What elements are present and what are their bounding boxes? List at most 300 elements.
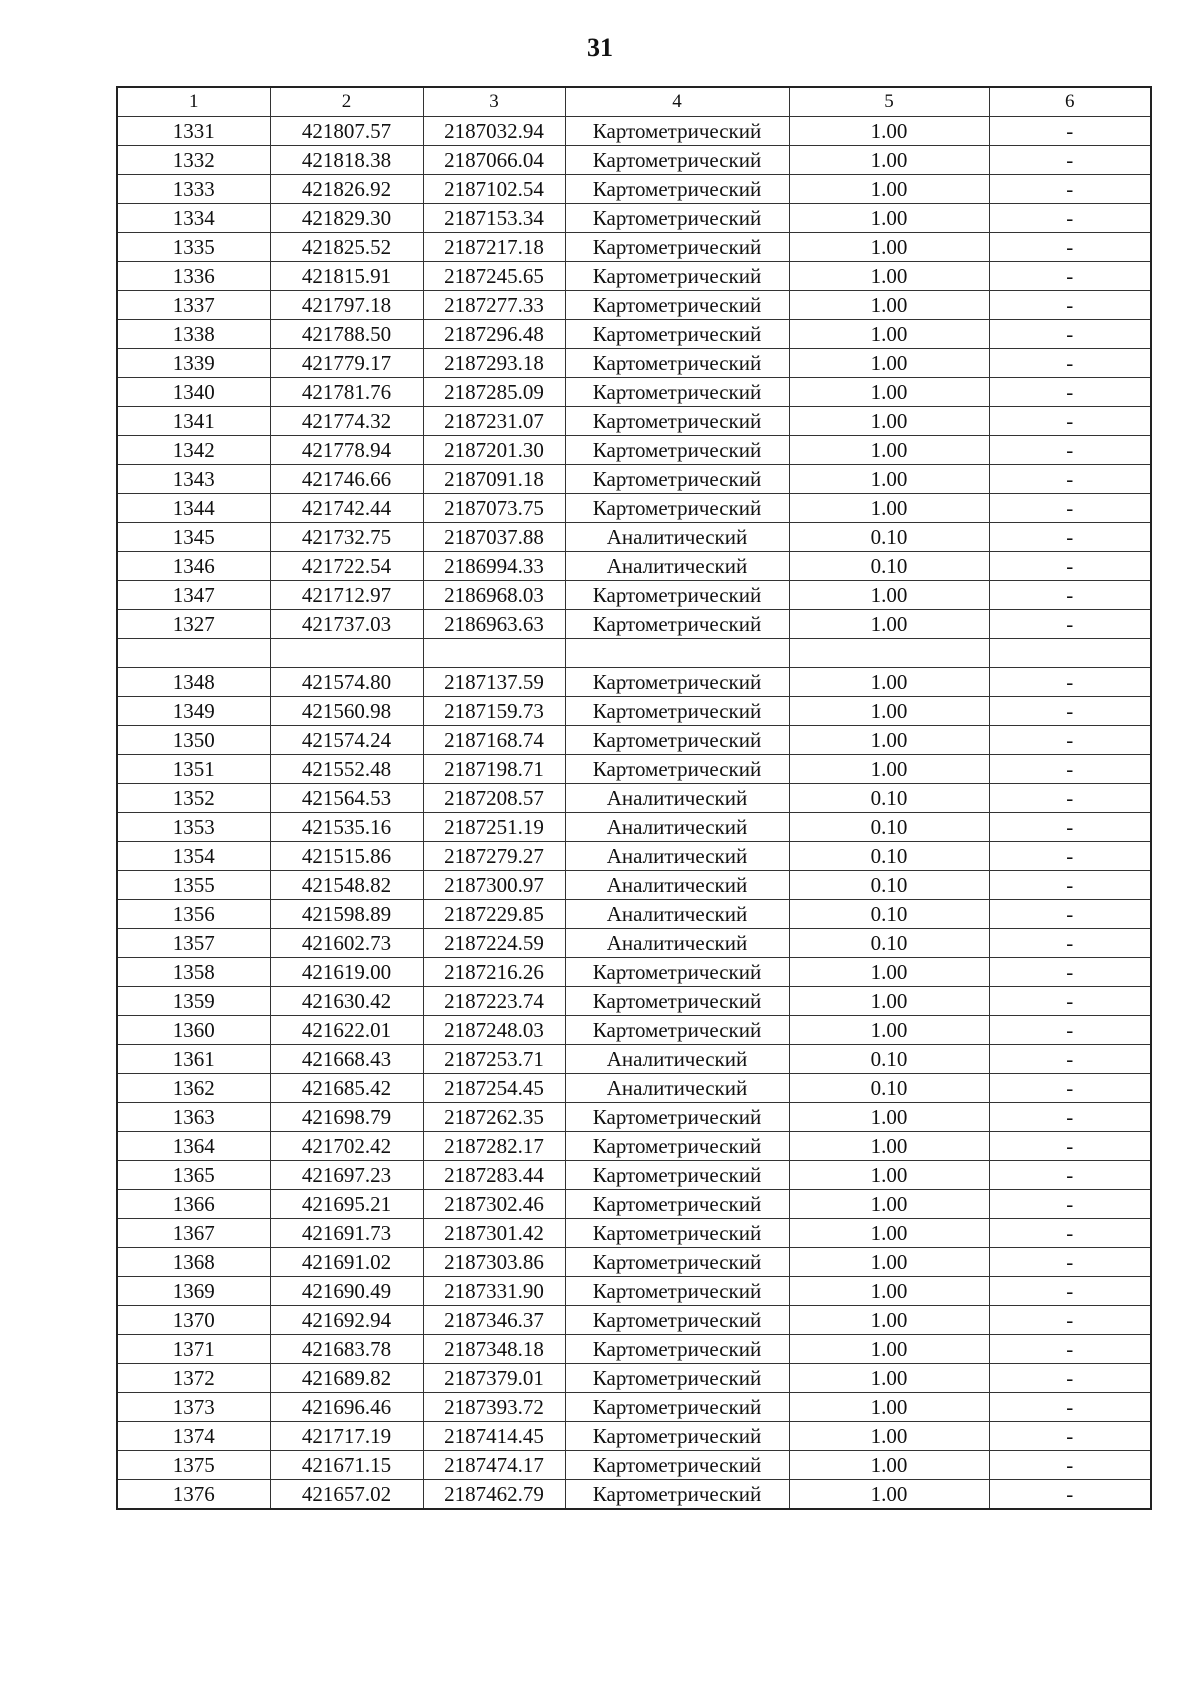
- cell-note: -: [989, 1451, 1151, 1480]
- table-row: [117, 233, 1151, 262]
- table-row: [117, 1277, 1151, 1306]
- cell-note: -: [989, 1364, 1151, 1393]
- cell-note: -: [989, 1190, 1151, 1219]
- cell-accuracy: 1.00: [789, 494, 989, 523]
- cell-accuracy: 0.10: [789, 784, 989, 813]
- cell-method: Картометрический: [565, 755, 789, 784]
- table-row: [117, 1016, 1151, 1045]
- cell-accuracy: 0.10: [789, 871, 989, 900]
- cell-note: -: [989, 552, 1151, 581]
- cell-point-number: 1357: [117, 929, 270, 958]
- cell-note: -: [989, 523, 1151, 552]
- cell-coord-x: 421746.66: [270, 465, 423, 494]
- table-row: [117, 1422, 1151, 1451]
- cell-coord-x: 421619.00: [270, 958, 423, 987]
- table-row: [117, 784, 1151, 813]
- cell-note: -: [989, 1161, 1151, 1190]
- cell-accuracy: 1.00: [789, 1422, 989, 1451]
- cell-point-number: 1348: [117, 668, 270, 697]
- cell-note: -: [989, 494, 1151, 523]
- table-row: [117, 262, 1151, 291]
- cell-coord-x: 421696.46: [270, 1393, 423, 1422]
- cell-method: Картометрический: [565, 1277, 789, 1306]
- cell-accuracy: 0.10: [789, 929, 989, 958]
- cell-coord-y: 2187346.37: [423, 1306, 565, 1335]
- cell-point-number: 1372: [117, 1364, 270, 1393]
- cell-coord-x: 421690.49: [270, 1277, 423, 1306]
- cell-coord-y: 2187253.71: [423, 1045, 565, 1074]
- cell-accuracy: 1.00: [789, 117, 989, 146]
- cell-coord-x: 421695.21: [270, 1190, 423, 1219]
- cell-point-number: 1346: [117, 552, 270, 581]
- cell-coord-x: 421732.75: [270, 523, 423, 552]
- cell-coord-x: 421742.44: [270, 494, 423, 523]
- table-row: [117, 204, 1151, 233]
- cell-coord-y: 2187159.73: [423, 697, 565, 726]
- cell-coord-y: 2186963.63: [423, 610, 565, 639]
- table-row: [117, 1161, 1151, 1190]
- cell-point-number: 1376: [117, 1480, 270, 1510]
- cell-note: -: [989, 175, 1151, 204]
- cell-coord-x: 421779.17: [270, 349, 423, 378]
- cell-method: Аналитический: [565, 842, 789, 871]
- cell-coord-x: 421574.24: [270, 726, 423, 755]
- table-row: [117, 1306, 1151, 1335]
- cell-accuracy: 1.00: [789, 233, 989, 262]
- cell-method: Аналитический: [565, 523, 789, 552]
- cell-coord-x: 421722.54: [270, 552, 423, 581]
- cell-coord-x: 421622.01: [270, 1016, 423, 1045]
- cell-coord-x: [270, 639, 423, 668]
- cell-coord-x: 421829.30: [270, 204, 423, 233]
- table-row: [117, 523, 1151, 552]
- table-row: [117, 755, 1151, 784]
- cell-point-number: 1341: [117, 407, 270, 436]
- cell-accuracy: 1.00: [789, 1451, 989, 1480]
- cell-accuracy: 1.00: [789, 1393, 989, 1422]
- table-header: [117, 87, 1151, 117]
- cell-coord-y: 2187168.74: [423, 726, 565, 755]
- table-row: [117, 175, 1151, 204]
- cell-coord-x: 421691.73: [270, 1219, 423, 1248]
- cell-accuracy: 1.00: [789, 1335, 989, 1364]
- table-row: [117, 378, 1151, 407]
- cell-method: Картометрический: [565, 1422, 789, 1451]
- cell-method: Картометрический: [565, 1219, 789, 1248]
- cell-accuracy: 1.00: [789, 1277, 989, 1306]
- cell-coord-x: 421552.48: [270, 755, 423, 784]
- cell-note: -: [989, 1219, 1151, 1248]
- cell-coord-y: 2187262.35: [423, 1103, 565, 1132]
- cell-coord-x: 421602.73: [270, 929, 423, 958]
- cell-coord-x: 421826.92: [270, 175, 423, 204]
- cell-point-number: 1355: [117, 871, 270, 900]
- cell-point-number: 1336: [117, 262, 270, 291]
- cell-note: -: [989, 349, 1151, 378]
- cell-accuracy: 1.00: [789, 1219, 989, 1248]
- header-row: [117, 87, 1151, 117]
- cell-point-number: 1369: [117, 1277, 270, 1306]
- cell-point-number: 1352: [117, 784, 270, 813]
- page-number: 31: [587, 33, 613, 62]
- cell-coord-y: 2187331.90: [423, 1277, 565, 1306]
- cell-coord-y: 2187153.34: [423, 204, 565, 233]
- cell-note: -: [989, 465, 1151, 494]
- cell-point-number: 1360: [117, 1016, 270, 1045]
- cell-accuracy: 1.00: [789, 1306, 989, 1335]
- cell-point-number: 1359: [117, 987, 270, 1016]
- cell-coord-y: 2187201.30: [423, 436, 565, 465]
- cell-note: -: [989, 581, 1151, 610]
- cell-point-number: 1327: [117, 610, 270, 639]
- cell-accuracy: 0.10: [789, 523, 989, 552]
- cell-method: Картометрический: [565, 1335, 789, 1364]
- cell-method: Картометрический: [565, 1103, 789, 1132]
- cell-method: Картометрический: [565, 726, 789, 755]
- cell-coord-y: 2187302.46: [423, 1190, 565, 1219]
- cell-coord-y: 2187474.17: [423, 1451, 565, 1480]
- cell-point-number: 1331: [117, 117, 270, 146]
- cell-note: -: [989, 929, 1151, 958]
- cell-method: Картометрический: [565, 291, 789, 320]
- cell-point-number: 1349: [117, 697, 270, 726]
- cell-accuracy: 1.00: [789, 726, 989, 755]
- cell-method: Картометрический: [565, 610, 789, 639]
- cell-coord-x: 421815.91: [270, 262, 423, 291]
- cell-coord-y: 2187231.07: [423, 407, 565, 436]
- cell-point-number: 1351: [117, 755, 270, 784]
- cell-coord-y: 2187462.79: [423, 1480, 565, 1510]
- cell-coord-y: 2187224.59: [423, 929, 565, 958]
- cell-note: -: [989, 842, 1151, 871]
- table-row: [117, 1045, 1151, 1074]
- cell-note: -: [989, 1016, 1151, 1045]
- header-cell-6: 6: [989, 87, 1151, 117]
- cell-coord-y: 2187223.74: [423, 987, 565, 1016]
- header-cell-3: 3: [423, 87, 565, 117]
- cell-accuracy: 1.00: [789, 987, 989, 1016]
- cell-note: -: [989, 1393, 1151, 1422]
- cell-coord-y: 2186968.03: [423, 581, 565, 610]
- cell-point-number: 1371: [117, 1335, 270, 1364]
- cell-coord-x: 421697.23: [270, 1161, 423, 1190]
- cell-coord-y: 2186994.33: [423, 552, 565, 581]
- cell-accuracy: 1.00: [789, 378, 989, 407]
- cell-note: -: [989, 813, 1151, 842]
- cell-point-number: 1366: [117, 1190, 270, 1219]
- cell-coord-x: 421717.19: [270, 1422, 423, 1451]
- cell-coord-x: 421598.89: [270, 900, 423, 929]
- cell-coord-y: 2187301.42: [423, 1219, 565, 1248]
- table-row: [117, 1074, 1151, 1103]
- cell-accuracy: 1.00: [789, 291, 989, 320]
- cell-coord-x: 421702.42: [270, 1132, 423, 1161]
- table-row: [117, 407, 1151, 436]
- table-row: [117, 958, 1151, 987]
- header-cell-5: 5: [789, 87, 989, 117]
- cell-method: Картометрический: [565, 1248, 789, 1277]
- cell-coord-y: 2187091.18: [423, 465, 565, 494]
- cell-coord-x: 421683.78: [270, 1335, 423, 1364]
- cell-note: -: [989, 1103, 1151, 1132]
- table-row: [117, 842, 1151, 871]
- cell-coord-y: 2187251.19: [423, 813, 565, 842]
- cell-method: Картометрический: [565, 320, 789, 349]
- cell-coord-y: 2187379.01: [423, 1364, 565, 1393]
- cell-point-number: 1367: [117, 1219, 270, 1248]
- cell-method: Картометрический: [565, 1161, 789, 1190]
- cell-coord-y: 2187283.44: [423, 1161, 565, 1190]
- cell-method: Картометрический: [565, 958, 789, 987]
- cell-accuracy: 1.00: [789, 175, 989, 204]
- cell-coord-x: 421825.52: [270, 233, 423, 262]
- cell-coord-x: 421564.53: [270, 784, 423, 813]
- table-row: [117, 1480, 1151, 1510]
- cell-coord-y: 2187300.97: [423, 871, 565, 900]
- table-row: [117, 610, 1151, 639]
- cell-point-number: 1335: [117, 233, 270, 262]
- cell-point-number: 1353: [117, 813, 270, 842]
- cell-coord-y: 2187198.71: [423, 755, 565, 784]
- cell-coord-x: 421535.16: [270, 813, 423, 842]
- cell-note: -: [989, 871, 1151, 900]
- table-row: [117, 871, 1151, 900]
- header-cell-1: 1: [117, 87, 270, 117]
- cell-method: Аналитический: [565, 1074, 789, 1103]
- cell-coord-x: 421692.94: [270, 1306, 423, 1335]
- cell-accuracy: 1.00: [789, 1480, 989, 1510]
- cell-note: -: [989, 146, 1151, 175]
- cell-coord-y: 2187032.94: [423, 117, 565, 146]
- cell-accuracy: 1.00: [789, 407, 989, 436]
- cell-method: Аналитический: [565, 552, 789, 581]
- cell-method: Картометрический: [565, 1364, 789, 1393]
- cell-accuracy: 1.00: [789, 1016, 989, 1045]
- cell-note: -: [989, 262, 1151, 291]
- cell-note: -: [989, 900, 1151, 929]
- cell-coord-y: 2187245.65: [423, 262, 565, 291]
- table-row: [117, 320, 1151, 349]
- cell-method: Картометрический: [565, 465, 789, 494]
- cell-coord-x: 421685.42: [270, 1074, 423, 1103]
- table-row: [117, 1248, 1151, 1277]
- cell-method: Аналитический: [565, 784, 789, 813]
- cell-point-number: 1338: [117, 320, 270, 349]
- table-row: [117, 668, 1151, 697]
- table-row: [117, 349, 1151, 378]
- cell-note: -: [989, 1306, 1151, 1335]
- cell-note: -: [989, 291, 1151, 320]
- table-row: [117, 1103, 1151, 1132]
- cell-note: -: [989, 436, 1151, 465]
- cell-accuracy: 1.00: [789, 1190, 989, 1219]
- cell-accuracy: 1.00: [789, 697, 989, 726]
- table-row: [117, 900, 1151, 929]
- cell-coord-x: 421515.86: [270, 842, 423, 871]
- cell-point-number: 1337: [117, 291, 270, 320]
- table-row: [117, 697, 1151, 726]
- table-row: [117, 1190, 1151, 1219]
- cell-coord-x: 421560.98: [270, 697, 423, 726]
- cell-coord-x: 421630.42: [270, 987, 423, 1016]
- table-row: [117, 494, 1151, 523]
- cell-coord-x: 421574.80: [270, 668, 423, 697]
- cell-point-number: 1347: [117, 581, 270, 610]
- cell-note: -: [989, 726, 1151, 755]
- cell-accuracy: 1.00: [789, 581, 989, 610]
- cell-point-number: 1362: [117, 1074, 270, 1103]
- coordinates-table: [116, 86, 1152, 1510]
- cell-note: -: [989, 958, 1151, 987]
- cell-method: Картометрический: [565, 349, 789, 378]
- cell-accuracy: 1.00: [789, 1103, 989, 1132]
- cell-point-number: 1339: [117, 349, 270, 378]
- cell-coord-x: 421781.76: [270, 378, 423, 407]
- cell-accuracy: 1.00: [789, 1248, 989, 1277]
- cell-accuracy: 0.10: [789, 1045, 989, 1074]
- cell-coord-y: 2187073.75: [423, 494, 565, 523]
- cell-method: Аналитический: [565, 813, 789, 842]
- cell-coord-y: 2187254.45: [423, 1074, 565, 1103]
- cell-note: -: [989, 1045, 1151, 1074]
- cell-coord-x: 421797.18: [270, 291, 423, 320]
- cell-method: Картометрический: [565, 1190, 789, 1219]
- cell-coord-y: [423, 639, 565, 668]
- cell-method: Картометрический: [565, 1132, 789, 1161]
- cell-point-number: 1344: [117, 494, 270, 523]
- cell-coord-y: 2187066.04: [423, 146, 565, 175]
- cell-point-number: 1365: [117, 1161, 270, 1190]
- cell-accuracy: [789, 639, 989, 668]
- table-row: [117, 1219, 1151, 1248]
- cell-coord-x: 421668.43: [270, 1045, 423, 1074]
- cell-method: Аналитический: [565, 929, 789, 958]
- cell-coord-x: 421691.02: [270, 1248, 423, 1277]
- table-row: [117, 465, 1151, 494]
- cell-note: -: [989, 233, 1151, 262]
- cell-note: -: [989, 668, 1151, 697]
- cell-coord-x: 421774.32: [270, 407, 423, 436]
- cell-accuracy: 0.10: [789, 813, 989, 842]
- cell-point-number: 1358: [117, 958, 270, 987]
- cell-accuracy: 1.00: [789, 436, 989, 465]
- cell-method: Картометрический: [565, 697, 789, 726]
- cell-coord-x: 421548.82: [270, 871, 423, 900]
- cell-point-number: 1342: [117, 436, 270, 465]
- cell-note: -: [989, 378, 1151, 407]
- cell-method: Картометрический: [565, 407, 789, 436]
- cell-coord-y: 2187414.45: [423, 1422, 565, 1451]
- cell-note: -: [989, 407, 1151, 436]
- cell-accuracy: 1.00: [789, 349, 989, 378]
- cell-method: Картометрический: [565, 378, 789, 407]
- cell-coord-y: 2187303.86: [423, 1248, 565, 1277]
- cell-coord-y: 2187137.59: [423, 668, 565, 697]
- table-row: [117, 1393, 1151, 1422]
- cell-accuracy: 1.00: [789, 465, 989, 494]
- table-body: [117, 117, 1151, 1510]
- cell-coord-x: 421657.02: [270, 1480, 423, 1510]
- cell-method: Картометрический: [565, 233, 789, 262]
- cell-coord-y: 2187037.88: [423, 523, 565, 552]
- table-row: [117, 552, 1151, 581]
- cell-point-number: 1345: [117, 523, 270, 552]
- cell-point-number: 1340: [117, 378, 270, 407]
- header-cell-2: 2: [270, 87, 423, 117]
- cell-note: -: [989, 204, 1151, 233]
- cell-note: -: [989, 610, 1151, 639]
- cell-coord-y: 2187248.03: [423, 1016, 565, 1045]
- cell-method: Картометрический: [565, 146, 789, 175]
- cell-method: Аналитический: [565, 1045, 789, 1074]
- cell-coord-y: 2187208.57: [423, 784, 565, 813]
- cell-note: -: [989, 784, 1151, 813]
- cell-note: -: [989, 1480, 1151, 1510]
- table-row: [117, 1132, 1151, 1161]
- cell-coord-y: 2187293.18: [423, 349, 565, 378]
- table-row: [117, 813, 1151, 842]
- cell-accuracy: 1.00: [789, 755, 989, 784]
- cell-coord-x: 421807.57: [270, 117, 423, 146]
- table-row: [117, 1364, 1151, 1393]
- cell-accuracy: 0.10: [789, 842, 989, 871]
- cell-coord-y: 2187279.27: [423, 842, 565, 871]
- cell-note: -: [989, 1422, 1151, 1451]
- cell-note: -: [989, 1335, 1151, 1364]
- table-row: [117, 726, 1151, 755]
- cell-point-number: 1370: [117, 1306, 270, 1335]
- cell-note: -: [989, 117, 1151, 146]
- cell-point-number: 1333: [117, 175, 270, 204]
- cell-note: [989, 639, 1151, 668]
- table-row: [117, 987, 1151, 1016]
- cell-accuracy: 1.00: [789, 146, 989, 175]
- header-cell-4: 4: [565, 87, 789, 117]
- cell-note: -: [989, 987, 1151, 1016]
- cell-accuracy: 0.10: [789, 552, 989, 581]
- cell-point-number: 1354: [117, 842, 270, 871]
- cell-coord-y: 2187393.72: [423, 1393, 565, 1422]
- table-row: [117, 1451, 1151, 1480]
- cell-accuracy: 1.00: [789, 262, 989, 291]
- cell-method: Картометрический: [565, 436, 789, 465]
- cell-note: -: [989, 697, 1151, 726]
- cell-point-number: 1363: [117, 1103, 270, 1132]
- cell-coord-y: 2187282.17: [423, 1132, 565, 1161]
- cell-method: Картометрический: [565, 581, 789, 610]
- cell-coord-y: 2187277.33: [423, 291, 565, 320]
- cell-coord-y: 2187348.18: [423, 1335, 565, 1364]
- table-row: [117, 639, 1151, 668]
- cell-method: Картометрический: [565, 494, 789, 523]
- cell-coord-y: 2187229.85: [423, 900, 565, 929]
- cell-point-number: 1374: [117, 1422, 270, 1451]
- cell-coord-x: 421818.38: [270, 146, 423, 175]
- cell-point-number: 1364: [117, 1132, 270, 1161]
- cell-method: [565, 639, 789, 668]
- cell-coord-y: 2187102.54: [423, 175, 565, 204]
- cell-note: -: [989, 1132, 1151, 1161]
- cell-accuracy: 1.00: [789, 958, 989, 987]
- table-row: [117, 929, 1151, 958]
- cell-method: Картометрический: [565, 1480, 789, 1510]
- cell-note: -: [989, 1074, 1151, 1103]
- cell-method: Картометрический: [565, 204, 789, 233]
- cell-coord-x: 421671.15: [270, 1451, 423, 1480]
- cell-coord-y: 2187296.48: [423, 320, 565, 349]
- cell-accuracy: 0.10: [789, 900, 989, 929]
- cell-note: -: [989, 755, 1151, 784]
